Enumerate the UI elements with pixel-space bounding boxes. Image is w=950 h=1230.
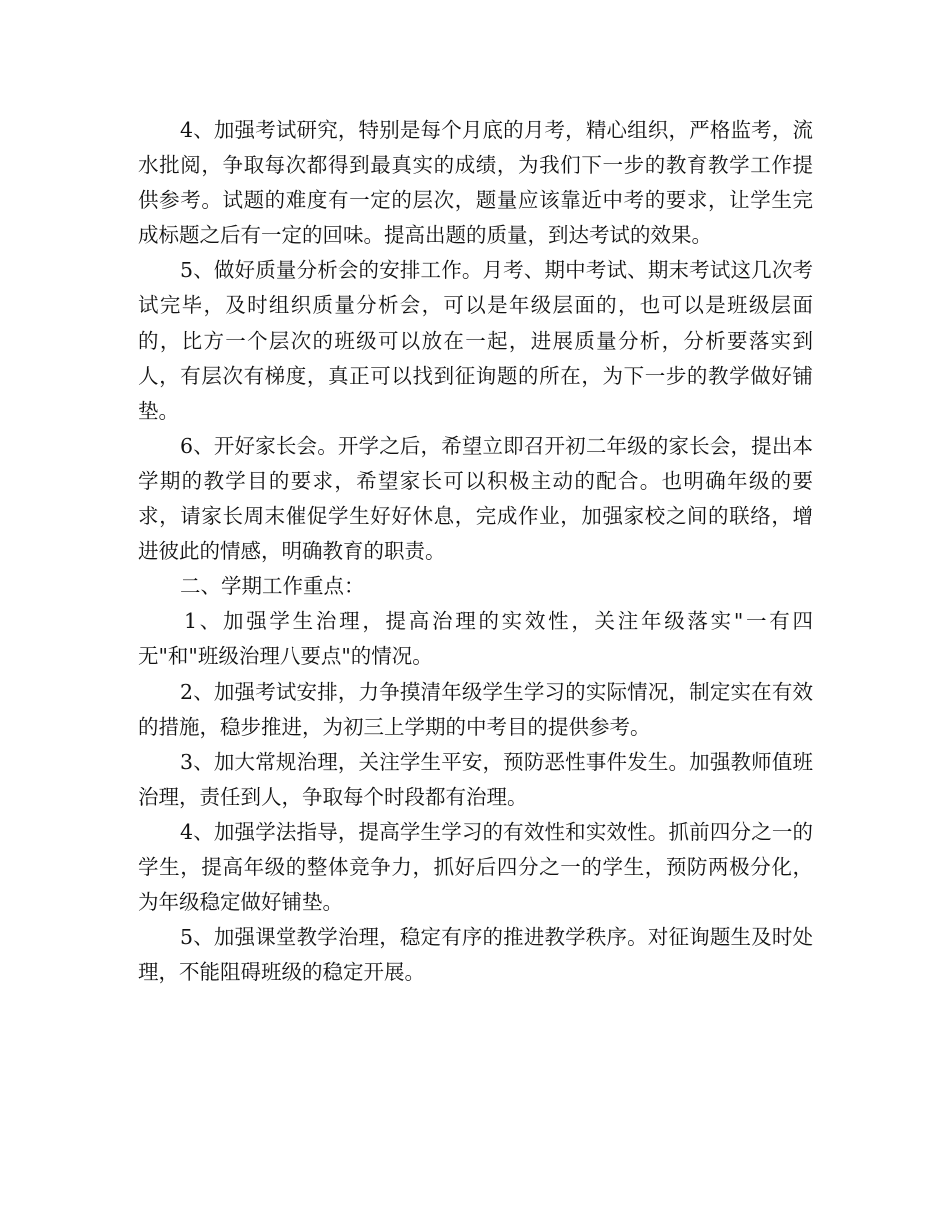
paragraph-classroom-management: 5、加强课堂教学治理，稳定有序的推进教学秩序。对征询题生及时处理，不能阻碍班级的稳定开展。	[138, 925, 813, 985]
paragraph-exam-arrangement: 2、加强考试安排，力争摸清年级学生学习的实际情况，制定实在有效的措施，稳步推进，为初三上学期的中考目的提供参考。	[138, 679, 813, 739]
paragraph-routine-management: 3、加大常规治理，关注学生平安，预防恶性事件发生。加强教师值班治理，责任到人，争取每个时段都有治理。	[138, 749, 813, 809]
paragraph-study-guidance: 4、加强学法指导，提高学生学习的有效性和实效性。抓前四分之一的学生，提高年级的整体竞争力，抓好后四分之一的学生，预防两极分化，为年级稳定做好铺垫。	[138, 819, 813, 915]
paragraph-quality-analysis: 5、做好质量分析会的安排工作。月考、期中考试、期末考试这几次考试完毕，及时组织质量分析会，可以是年级层面的，也可以是班级层面的，比方一个层次的班级可以放在一起，进展质量分析，分析要落实到人，有层次有梯度，真正可以找到征询题的所在，为下一步的教学做好铺垫。	[138, 258, 813, 423]
paragraph-exam-research: 4、加强考试研究，特别是每个月底的月考，精心组织，严格监考，流水批阅，争取每次都得到最真实的成绩，为我们下一步的教育教学工作提供参考。试题的难度有一定的层次，题量应该靠近中考的要求，让学生完成标题之后有一定的回味。提高出题的质量，到达考试的效果。	[138, 118, 813, 248]
section-heading-term-focus: 二、学期工作重点：	[180, 574, 365, 599]
document-body	[138, 113, 813, 990]
paragraph-student-management: 1、加强学生治理，提高治理的实效性，关注年级落实"一有四无"和"班级治理八要点"的情况。	[138, 609, 813, 669]
paragraph-parent-meeting: 6、开好家长会。开学之后，希望立即召开初二年级的家长会，提出本学期的教学目的要求，希望家长可以积极主动的配合。也明确年级的要求，请家长周末催促学生好好休息，完成作业，加强家校之间的联络，增进彼此的情感，明确教育的职责。	[138, 433, 813, 564]
